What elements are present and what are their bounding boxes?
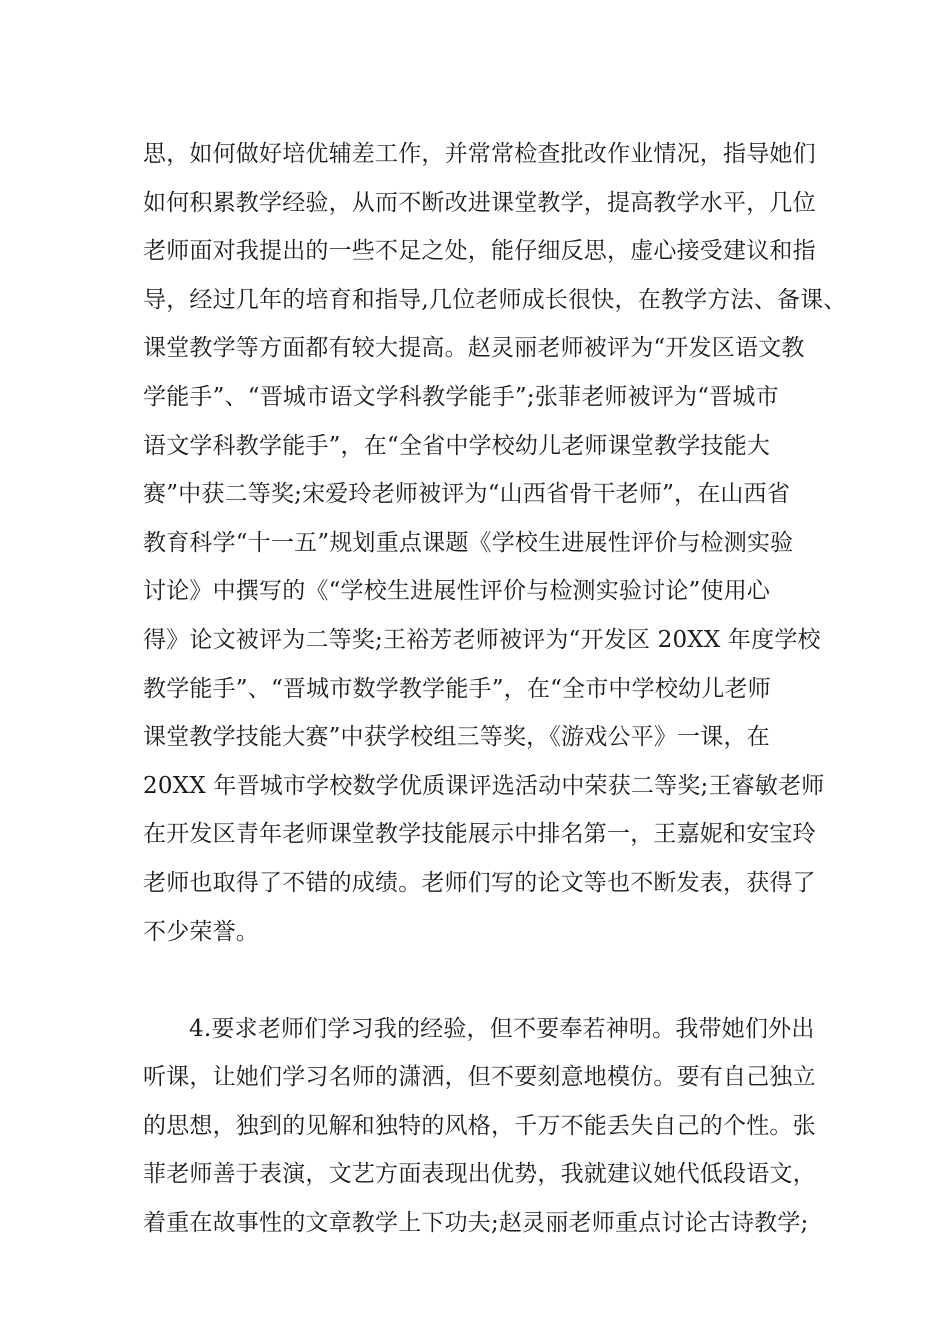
text-line: 赛”中获二等奖;宋爱玲老师被评为“山西省骨干老师”，在山西省 [143, 481, 791, 508]
text-line: 得》论文被评为二等奖;王裕芳老师被评为“开发区 20XX 年度学校 [143, 626, 821, 653]
text-line: 不少荣誉。 [143, 918, 259, 945]
text-line: 教学能手”、“晋城市数学教学能手”，在“全市中学校幼儿老师 [143, 675, 771, 702]
text-line: 学能手”、“晋城市语文学科教学能手”;张菲老师被评为“晋城市 [143, 383, 779, 410]
text-line: 4.要求老师们学习我的经验，但不要奉若神明。我带她们外出 [189, 1015, 815, 1042]
text-line: 老师面对我提出的一些不足之处，能仔细反思，虚心接受建议和指 [143, 238, 816, 265]
text-line: 在开发区青年老师课堂教学技能展示中排名第一，王嘉妮和安宝玲 [143, 821, 816, 848]
text-line: 思，如何做好培优辅差工作，并常常检查批改作业情况，指导她们 [143, 141, 816, 167]
text-line: 着重在故事性的文章教学上下功夫;赵灵丽老师重点讨论古诗教学; [143, 1210, 809, 1237]
text-line: 教育科学“十一五”规划重点课题《学校生进展性评价与检测实验 [143, 529, 794, 556]
text-line: 的思想，独到的见解和独特的风格，千万不能丢失自己的个性。张 [143, 1112, 816, 1139]
text-line: 课堂教学等方面都有较大提高。赵灵丽老师被评为“开发区语文教 [143, 335, 805, 362]
text-line: 老师也取得了不错的成绩。老师们写的论文等也不断发表，获得了 [143, 869, 816, 896]
text-line: 语文学科教学能手”，在“全省中学校幼儿老师课堂教学技能大 [143, 432, 771, 459]
paragraph-spacer [143, 956, 823, 1005]
text-line: 导，经过几年的培育和指导,几位老师成长很快，在教学方法、备课、 [143, 286, 847, 313]
text-line: 讨论》中撰写的《“学校生进展性评价与检测实验讨论”使用心 [143, 578, 771, 605]
text-line: 课堂教学技能大赛”中获学校组三等奖，《游戏公平》一课，在 [143, 724, 770, 751]
text-line: 菲老师善于表演，文艺方面表现出优势，我就建议她代低段语文， [143, 1161, 816, 1188]
text-line: 如何积累教学经验，从而不断改进课堂教学，提高教学水平，几位 [143, 189, 816, 216]
text-line: 听课，让她们学习名师的潇洒，但不要刻意地模仿。要有自己独立 [143, 1064, 816, 1091]
document-body [143, 130, 847, 1248]
text-line: 20XX 年晋城市学校数学优质课评选活动中荣获二等奖;王睿敏老师 [143, 772, 825, 799]
